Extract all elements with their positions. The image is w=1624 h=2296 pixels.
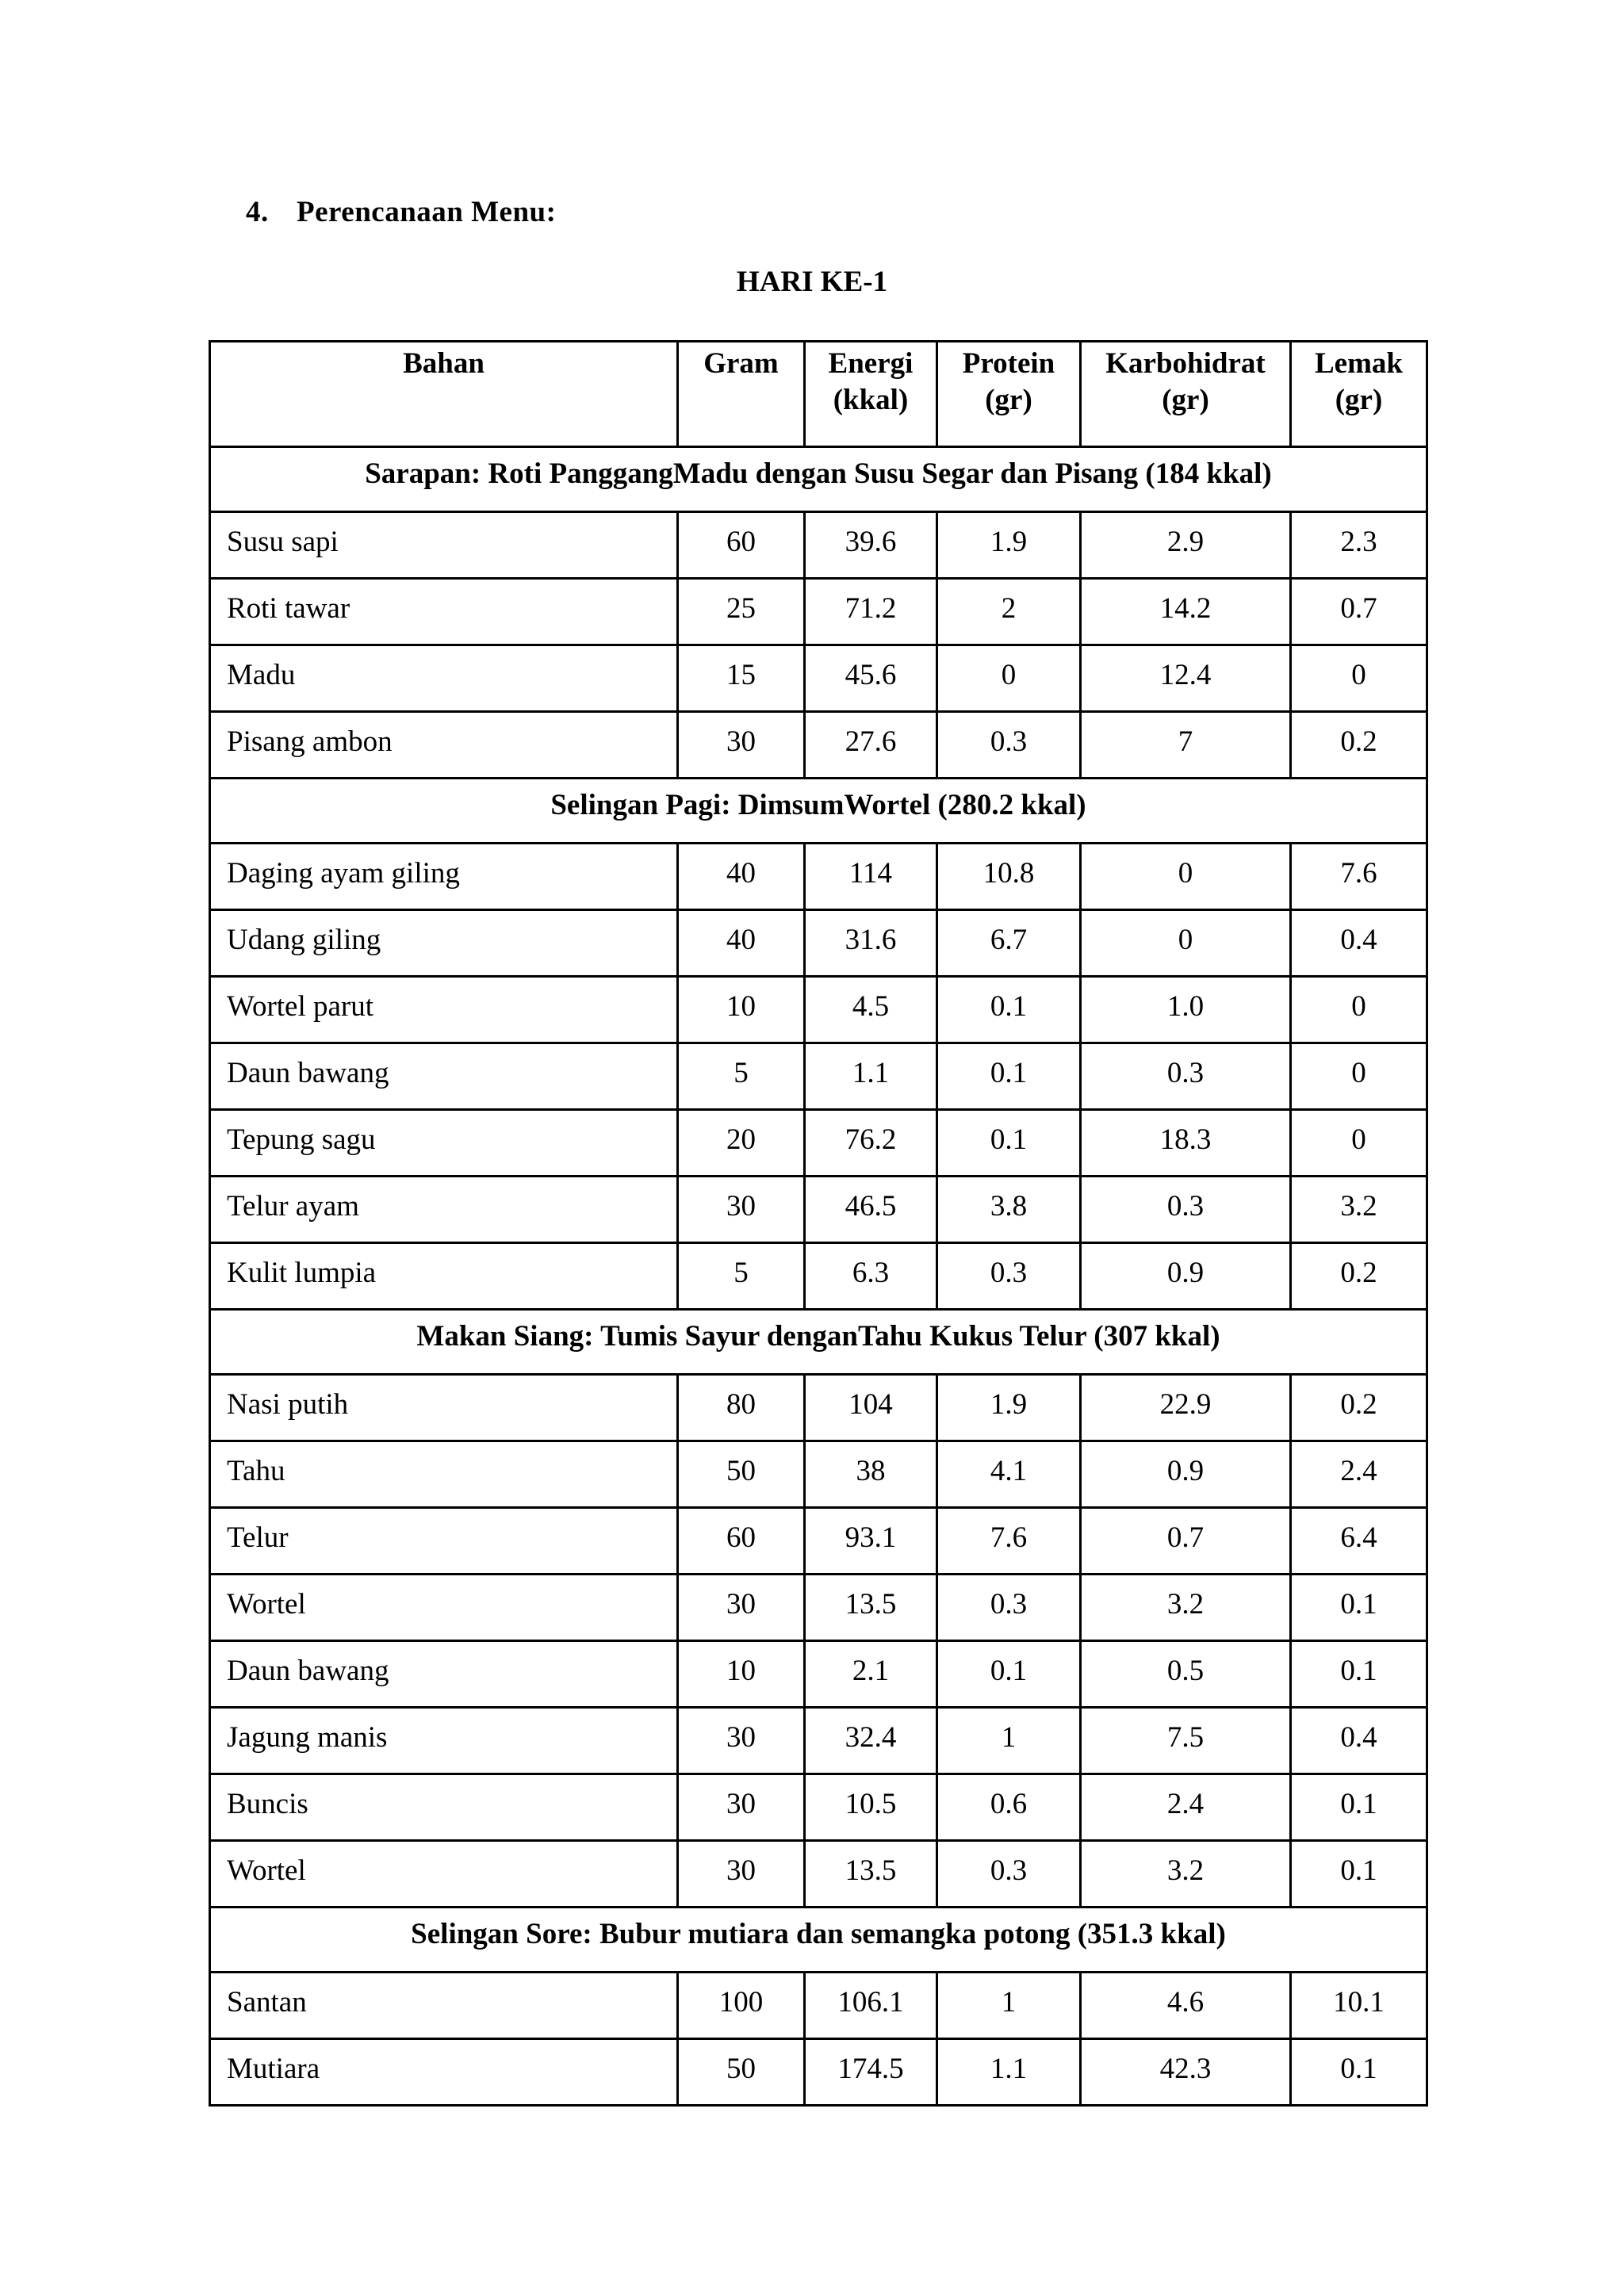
energi-cell: 32.4	[805, 1708, 937, 1774]
column-header-energi: Energi (kkal)	[805, 342, 937, 447]
ingredient-name: Kulit lumpia	[210, 1243, 678, 1310]
energi-cell: 104	[805, 1375, 937, 1441]
karbohidrat-cell: 12.4	[1081, 645, 1291, 712]
meal-title: Selingan Pagi: DimsumWortel (280.2 kkal)	[210, 779, 1427, 844]
karbohidrat-cell: 4.6	[1081, 1973, 1291, 2039]
table-row	[210, 1973, 1427, 2039]
gram-cell: 30	[678, 1177, 805, 1243]
protein-cell: 1.9	[937, 512, 1081, 579]
protein-cell: 0.6	[937, 1774, 1081, 1841]
table-row	[210, 1575, 1427, 1641]
lemak-cell: 7.6	[1291, 844, 1427, 910]
menu-body	[210, 447, 1427, 2106]
table-row	[210, 579, 1427, 645]
header-row	[210, 342, 1427, 447]
karbohidrat-cell: 42.3	[1081, 2039, 1291, 2106]
energi-cell: 114	[805, 844, 937, 910]
lemak-cell: 10.1	[1291, 1973, 1427, 2039]
energi-cell: 38	[805, 1441, 937, 1508]
lemak-cell: 0.7	[1291, 579, 1427, 645]
energi-cell: 39.6	[805, 512, 937, 579]
table-row	[210, 1243, 1427, 1310]
ingredient-name: Roti tawar	[210, 579, 678, 645]
energi-cell: 13.5	[805, 1575, 937, 1641]
gram-cell: 20	[678, 1110, 805, 1177]
table-row	[210, 1641, 1427, 1708]
lemak-cell: 0	[1291, 1110, 1427, 1177]
lemak-cell: 2.3	[1291, 512, 1427, 579]
karbohidrat-cell: 18.3	[1081, 1110, 1291, 1177]
energi-cell: 174.5	[805, 2039, 937, 2106]
gram-cell: 30	[678, 1575, 805, 1641]
ingredient-name: Telur	[210, 1508, 678, 1575]
ingredient-name: Wortel	[210, 1575, 678, 1641]
karbohidrat-cell: 1.0	[1081, 977, 1291, 1043]
gram-cell: 15	[678, 645, 805, 712]
lemak-cell: 0	[1291, 645, 1427, 712]
protein-cell: 0.1	[937, 977, 1081, 1043]
lemak-cell: 6.4	[1291, 1508, 1427, 1575]
table-row	[210, 977, 1427, 1043]
gram-cell: 60	[678, 1508, 805, 1575]
lemak-cell: 0	[1291, 1043, 1427, 1110]
karbohidrat-cell: 7	[1081, 712, 1291, 779]
protein-cell: 10.8	[937, 844, 1081, 910]
gram-cell: 5	[678, 1243, 805, 1310]
gram-cell: 100	[678, 1973, 805, 2039]
protein-cell: 7.6	[937, 1508, 1081, 1575]
meal-row	[210, 447, 1427, 512]
ingredient-name: Nasi putih	[210, 1375, 678, 1441]
column-header-gram: Gram	[678, 342, 805, 447]
protein-cell: 1	[937, 1708, 1081, 1774]
protein-cell: 0	[937, 645, 1081, 712]
gram-cell: 5	[678, 1043, 805, 1110]
karbohidrat-cell: 0.9	[1081, 1243, 1291, 1310]
energi-cell: 71.2	[805, 579, 937, 645]
ingredient-name: Madu	[210, 645, 678, 712]
protein-cell: 6.7	[937, 910, 1081, 977]
protein-cell: 1	[937, 1973, 1081, 2039]
lemak-cell: 3.2	[1291, 1177, 1427, 1243]
lemak-cell: 0.1	[1291, 1641, 1427, 1708]
karbohidrat-cell: 3.2	[1081, 1575, 1291, 1641]
meal-title: Sarapan: Roti PanggangMadu dengan Susu Segar dan Pisang (184 kkal)	[210, 447, 1427, 512]
protein-cell: 4.1	[937, 1441, 1081, 1508]
karbohidrat-cell: 0.3	[1081, 1177, 1291, 1243]
lemak-cell: 0	[1291, 977, 1427, 1043]
protein-cell: 0.1	[937, 1641, 1081, 1708]
table-row	[210, 1508, 1427, 1575]
table-row	[210, 712, 1427, 779]
gram-cell: 25	[678, 579, 805, 645]
column-header-protein: Protein (gr)	[937, 342, 1081, 447]
energi-cell: 76.2	[805, 1110, 937, 1177]
karbohidrat-cell: 22.9	[1081, 1375, 1291, 1441]
table-row	[210, 1708, 1427, 1774]
energi-cell: 6.3	[805, 1243, 937, 1310]
ingredient-name: Pisang ambon	[210, 712, 678, 779]
ingredient-name: Tepung sagu	[210, 1110, 678, 1177]
lemak-cell: 0.2	[1291, 712, 1427, 779]
lemak-cell: 0.1	[1291, 1774, 1427, 1841]
energi-cell: 27.6	[805, 712, 937, 779]
karbohidrat-cell: 0	[1081, 844, 1291, 910]
column-header-lemak: Lemak (gr)	[1291, 342, 1427, 447]
protein-cell: 1.1	[937, 2039, 1081, 2106]
table-row	[210, 1177, 1427, 1243]
table-row	[210, 1841, 1427, 1908]
table-row	[210, 1110, 1427, 1177]
gram-cell: 50	[678, 1441, 805, 1508]
ingredient-name: Daun bawang	[210, 1641, 678, 1708]
gram-cell: 40	[678, 910, 805, 977]
table-row	[210, 1774, 1427, 1841]
energi-cell: 45.6	[805, 645, 937, 712]
gram-cell: 40	[678, 844, 805, 910]
protein-cell: 0.3	[937, 1841, 1081, 1908]
protein-cell: 0.1	[937, 1043, 1081, 1110]
karbohidrat-cell: 14.2	[1081, 579, 1291, 645]
ingredient-name: Daun bawang	[210, 1043, 678, 1110]
energi-cell: 93.1	[805, 1508, 937, 1575]
lemak-cell: 0.4	[1291, 910, 1427, 977]
gram-cell: 50	[678, 2039, 805, 2106]
meal-title: Selingan Sore: Bubur mutiara dan semangka potong (351.3 kkal)	[210, 1908, 1427, 1973]
lemak-cell: 0.1	[1291, 2039, 1427, 2106]
column-header-bahan: Bahan	[210, 342, 678, 447]
ingredient-name: Telur ayam	[210, 1177, 678, 1243]
gram-cell: 30	[678, 712, 805, 779]
day-title: HARI KE-1	[736, 266, 888, 298]
gram-cell: 60	[678, 512, 805, 579]
gram-cell: 30	[678, 1841, 805, 1908]
karbohidrat-cell: 0	[1081, 910, 1291, 977]
table-row	[210, 2039, 1427, 2106]
karbohidrat-cell: 2.4	[1081, 1774, 1291, 1841]
ingredient-name: Mutiara	[210, 2039, 678, 2106]
table-row	[210, 512, 1427, 579]
energi-cell: 106.1	[805, 1973, 937, 2039]
energi-cell: 2.1	[805, 1641, 937, 1708]
karbohidrat-cell: 0.9	[1081, 1441, 1291, 1508]
karbohidrat-cell: 0.3	[1081, 1043, 1291, 1110]
table-row	[210, 910, 1427, 977]
gram-cell: 10	[678, 977, 805, 1043]
energi-cell: 13.5	[805, 1841, 937, 1908]
karbohidrat-cell: 7.5	[1081, 1708, 1291, 1774]
protein-cell: 0.3	[937, 1243, 1081, 1310]
gram-cell: 80	[678, 1375, 805, 1441]
meal-row	[210, 779, 1427, 844]
menu-table	[209, 340, 1428, 2107]
table-row	[210, 1043, 1427, 1110]
ingredient-name: Buncis	[210, 1774, 678, 1841]
protein-cell: 1.9	[937, 1375, 1081, 1441]
table-row	[210, 645, 1427, 712]
karbohidrat-cell: 3.2	[1081, 1841, 1291, 1908]
column-header-karbohidrat: Karbohidrat (gr)	[1081, 342, 1291, 447]
gram-cell: 10	[678, 1641, 805, 1708]
protein-cell: 2	[937, 579, 1081, 645]
table-row	[210, 1375, 1427, 1441]
energi-cell: 1.1	[805, 1043, 937, 1110]
ingredient-name: Wortel	[210, 1841, 678, 1908]
lemak-cell: 0.2	[1291, 1375, 1427, 1441]
energi-cell: 4.5	[805, 977, 937, 1043]
energi-cell: 31.6	[805, 910, 937, 977]
ingredient-name: Udang giling	[210, 910, 678, 977]
table-row	[210, 844, 1427, 910]
meal-row	[210, 1908, 1427, 1973]
energi-cell: 10.5	[805, 1774, 937, 1841]
meal-row	[210, 1310, 1427, 1375]
section-heading	[246, 195, 556, 229]
ingredient-name: Susu sapi	[210, 512, 678, 579]
lemak-cell: 0.1	[1291, 1575, 1427, 1641]
meal-title: Makan Siang: Tumis Sayur denganTahu Kukus Telur (307 kkal)	[210, 1310, 1427, 1375]
ingredient-name: Tahu	[210, 1441, 678, 1508]
protein-cell: 3.8	[937, 1177, 1081, 1243]
protein-cell: 0.1	[937, 1110, 1081, 1177]
lemak-cell: 0.1	[1291, 1841, 1427, 1908]
ingredient-name: Jagung manis	[210, 1708, 678, 1774]
section-number: 4.	[246, 196, 269, 228]
karbohidrat-cell: 0.7	[1081, 1508, 1291, 1575]
lemak-cell: 2.4	[1291, 1441, 1427, 1508]
lemak-cell: 0.4	[1291, 1708, 1427, 1774]
table-row	[210, 1441, 1427, 1508]
energi-cell: 46.5	[805, 1177, 937, 1243]
karbohidrat-cell: 2.9	[1081, 512, 1291, 579]
ingredient-name: Daging ayam giling	[210, 844, 678, 910]
ingredient-name: Wortel parut	[210, 977, 678, 1043]
karbohidrat-cell: 0.5	[1081, 1641, 1291, 1708]
section-title: Perencanaan Menu:	[297, 196, 557, 228]
lemak-cell: 0.2	[1291, 1243, 1427, 1310]
gram-cell: 30	[678, 1708, 805, 1774]
protein-cell: 0.3	[937, 1575, 1081, 1641]
protein-cell: 0.3	[937, 712, 1081, 779]
gram-cell: 30	[678, 1774, 805, 1841]
ingredient-name: Santan	[210, 1973, 678, 2039]
